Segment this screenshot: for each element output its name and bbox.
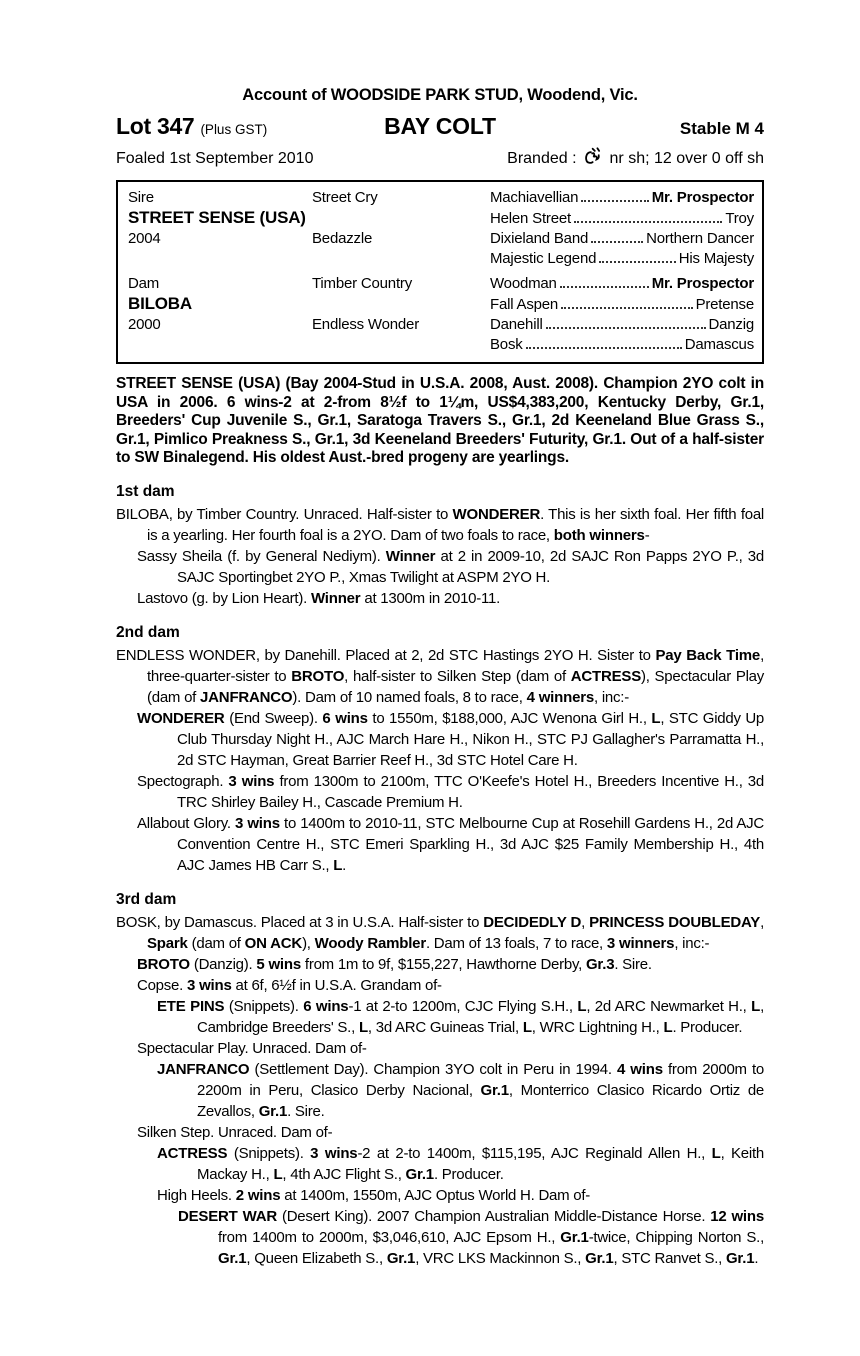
pedigree-relative-cell: 2004 <box>128 230 161 247</box>
pedigree-relative-cell: Sire <box>128 189 154 206</box>
emphasized-text: 3 winners <box>606 934 675 952</box>
plain-text: , inc:- <box>674 934 710 952</box>
page-title: BAY COLT <box>384 113 496 139</box>
plain-text: from 2000m to 2200m in Peru, Clasico Derby Nacional, <box>197 1060 764 1099</box>
emphasized-text: L <box>651 709 661 727</box>
plain-text: to 1400m to 2010-11, STC Melbourne Cup at Rosehill Gardens H., 2d AJC Convention Centre H., STC Emeri Sparkling H., 3d AJC $25 Family Membership H., 4th AJC James HB Carr S., <box>177 814 764 874</box>
emphasized-text: PRINCESS DOUBLEDAY <box>589 913 761 931</box>
pedigree-parent-cell: Street Cry <box>312 189 378 206</box>
emphasized-text: BROTO <box>291 667 345 685</box>
plain-text: High Heels. <box>157 1186 236 1204</box>
plain-text: . Producer. <box>672 1018 743 1036</box>
emphasized-text: 3 wins <box>234 814 280 832</box>
emphasized-text: L <box>577 997 587 1015</box>
plain-text: , inc:- <box>594 688 629 706</box>
grandparent-name: Machiavellian <box>490 189 579 206</box>
emphasized-text: Spark <box>147 934 188 952</box>
account-line: Account of WOODSIDE PARK STUD, Woodend, Vic. <box>242 86 638 104</box>
great-grandparent-name: Troy <box>725 210 754 227</box>
plain-text: (dam of <box>187 934 245 952</box>
plain-text: from 1300m to 2100m, TTC O'Keefe's Hotel H., Breeders Incentive H., 3d TRC Shirley Bailey H., Cascade Premium H. <box>177 772 764 811</box>
emphasized-text: ETE PINS <box>157 997 225 1015</box>
pedigree-entry-paragraph <box>116 504 764 546</box>
pedigree-grandparent-cell <box>490 229 754 249</box>
plain-text: , three-quarter-sister to <box>147 646 764 685</box>
pedigree-parent-cell: Timber Country <box>312 275 413 292</box>
emphasized-text: L <box>522 1018 532 1036</box>
branded-text: nr sh; 12 over 0 off sh <box>609 150 764 167</box>
plain-text: ), <box>302 934 315 952</box>
plain-text: , Cambridge Breeders' S., <box>197 997 765 1036</box>
pedigree-parent-cell: Endless Wonder <box>312 316 419 333</box>
emphasized-text: 3 wins <box>310 1144 358 1162</box>
dotted-leader <box>560 286 649 288</box>
lot-left-group <box>116 113 384 140</box>
emphasized-text: L <box>711 1144 721 1162</box>
sire-summary: STREET SENSE (USA) (Bay 2004-Stud in U.S.A. 2008, Aust. 2008). Champion 2YO colt in USA in 2006. 6 wins-2 at 2-from 8½f to 1¼m, US$4,383,200, Kentucky Derby, Gr.1, Breeders' Cup Juvenile S., Gr.1, Saratoga Travers S., Gr.1, 2d Keeneland Blue Grass S., Gr.1, Pimlico Preakness S., Gr.1, 3d Keeneland Breeders' Futurity, Gr.1. Out of a half-sister to SW Binalegend. His oldest Aust.-bred progeny are yearlings. <box>116 375 764 466</box>
pedigree-grandparent-cell <box>490 274 754 294</box>
plain-text: Allabout Glory. <box>137 814 235 832</box>
pedigree-row <box>128 294 754 315</box>
brand-mark-icon <box>583 147 604 171</box>
pedigree-row <box>128 208 754 229</box>
plain-text: Spectograph. <box>137 772 229 790</box>
emphasized-text: 6 wins <box>322 709 368 727</box>
plain-text: ). Dam of 10 named foals, 8 to race, <box>292 688 527 706</box>
emphasized-text: 12 wins <box>710 1207 764 1225</box>
plain-text: , 4th AJC Flight S., <box>282 1165 406 1183</box>
dotted-leader <box>546 327 706 329</box>
plain-text: , 3d ARC Guineas Trial, <box>367 1018 523 1036</box>
emphasized-text: 3 wins <box>186 976 232 994</box>
pedigree-grandparent-cell <box>490 209 754 229</box>
plain-text: at 1300m in 2010-11. <box>360 589 501 607</box>
great-grandparent-name: Pretense <box>695 296 754 313</box>
emphasized-text: JANFRANCO <box>200 688 293 706</box>
emphasized-text: Pay Back Time <box>655 646 761 664</box>
emphasized-text: Gr.1 <box>405 1165 434 1183</box>
pedigree-entry-paragraph <box>116 1122 764 1143</box>
emphasized-text: L <box>333 856 343 874</box>
section-heading: 2nd dam <box>116 623 180 641</box>
grandparent-name: Helen Street <box>490 210 571 227</box>
plain-text: -twice, Chipping Norton S., <box>588 1228 764 1246</box>
stable-number: Stable M 4 <box>679 119 764 138</box>
plain-text: from 1400m to 2000m, $3,046,610, AJC Epsom H., <box>218 1228 561 1246</box>
emphasized-text: L <box>358 1018 368 1036</box>
emphasized-text: 4 wins <box>616 1060 663 1078</box>
plain-text: (Settlement Day). Champion 3YO colt in Peru in 1994. <box>249 1060 617 1078</box>
great-grandparent-name: His Majesty <box>678 250 754 267</box>
dotted-leader <box>599 261 675 263</box>
emphasized-text: 5 wins <box>256 955 301 973</box>
plain-text: , Keith Mackay H., <box>197 1144 764 1183</box>
emphasized-text: JANFRANCO <box>157 1060 250 1078</box>
pedigree-entry-paragraph <box>116 645 764 708</box>
grandparent-name: Woodman <box>490 275 557 292</box>
dotted-leader <box>591 241 643 243</box>
pedigree-grandparent-cell <box>490 188 754 208</box>
plain-text: Sassy Sheila (f. by General Nediym). <box>137 547 386 565</box>
foal-row <box>116 147 764 171</box>
branded-label: Branded : <box>507 150 577 167</box>
foaled-date: Foaled 1st September 2010 <box>116 150 314 167</box>
plain-text: Lastovo (g. by Lion Heart). <box>137 589 311 607</box>
pedigree-relative-cell: Dam <box>128 275 160 292</box>
pedigree-entry-paragraph <box>116 912 764 954</box>
great-grandparent-name: Mr. Prospector <box>651 189 754 206</box>
emphasized-text: Gr.1 <box>480 1081 509 1099</box>
plain-text: to 1550m, $188,000, AJC Wenona Girl H., <box>367 709 652 727</box>
plain-text: . Sire. <box>614 955 652 973</box>
plain-text: - <box>644 526 650 544</box>
pedigree-entry-paragraph <box>116 1038 764 1059</box>
dotted-leader <box>561 307 693 309</box>
pedigree-table <box>116 180 764 364</box>
great-grandparent-name: Northern Dancer <box>646 230 754 247</box>
pedigree-row <box>128 249 754 269</box>
plain-text: , STC Giddy Up Club Thursday Night H., AJC March Hare H., Nikon H., STC PJ Gallagher's Parramatta H., 2d STC Hayman, Great Barrier Reef H., 3d STC Hotel Care H. <box>177 709 765 769</box>
emphasized-text: BROTO <box>137 955 190 973</box>
pedigree-grandparent-cell <box>490 249 754 269</box>
great-grandparent-name: Danzig <box>708 316 754 333</box>
plain-text: . Producer. <box>433 1165 504 1183</box>
plain-text: , <box>581 913 590 931</box>
pedigree-relative-cell: BILOBA <box>128 294 192 313</box>
plain-text: BILOBA, by Timber Country. Unraced. Half-sister to <box>116 505 453 523</box>
grandparent-name: Majestic Legend <box>490 250 597 267</box>
pedigree-entry-paragraph <box>116 954 764 975</box>
plain-text: (Snippets). <box>227 1144 311 1162</box>
plain-text: ), Spectacular Play (dam of <box>147 667 765 706</box>
grandparent-name: Dixieland Band <box>490 230 589 247</box>
plain-text: (End Sweep). <box>224 709 323 727</box>
emphasized-text: Winner <box>385 547 436 565</box>
emphasized-text: Woody Rambler <box>314 934 426 952</box>
emphasized-text: ACTRESS <box>570 667 641 685</box>
plain-text: at 6f, 6½f in U.S.A. Grandam of- <box>231 976 442 994</box>
emphasized-text: Gr.1 <box>560 1228 589 1246</box>
emphasized-text: 3 wins <box>228 772 275 790</box>
pedigree-entry-paragraph <box>116 1059 764 1122</box>
grandparent-name: Danehill <box>490 316 543 333</box>
dotted-leader <box>526 347 682 349</box>
pedigree-row <box>128 229 754 249</box>
plain-text: , STC Ranvet S., <box>613 1249 726 1267</box>
great-grandparent-name: Damascus <box>684 336 754 353</box>
pedigree-relative-cell: 2000 <box>128 316 161 333</box>
plain-text: . Dam of 13 foals, 7 to race, <box>425 934 607 952</box>
emphasized-text: Gr.3 <box>585 955 615 973</box>
plain-text: . <box>754 1249 759 1267</box>
pedigree-entry-paragraph <box>116 813 764 876</box>
emphasized-text: L <box>663 1018 673 1036</box>
plain-text: , Queen Elizabeth S., <box>246 1249 387 1267</box>
emphasized-text: L <box>751 997 761 1015</box>
emphasized-text: DECIDEDLY D <box>483 913 582 931</box>
plain-text: -1 at 2-to 1200m, CJC Flying S.H., <box>348 997 578 1015</box>
plain-text: , <box>760 913 764 931</box>
emphasized-text: L <box>273 1165 283 1183</box>
pedigree-row <box>128 188 754 208</box>
pedigree-row <box>128 335 754 355</box>
plain-text: at 1400m, 1550m, AJC Optus World H. Dam of- <box>280 1186 591 1204</box>
pedigree-grandparent-cell <box>490 335 754 355</box>
plain-text: , Monterrico Clasico Ricardo Ortiz de Zevallos, <box>197 1081 765 1120</box>
pedigree-row <box>128 315 754 335</box>
pedigree-entry-paragraph <box>116 1143 764 1185</box>
lot-row <box>116 113 764 140</box>
pedigree-entry-paragraph <box>116 975 764 996</box>
pedigree-entry-paragraph <box>116 996 764 1038</box>
plain-text: (Danzig). <box>189 955 257 973</box>
emphasized-text: WONDERER <box>452 505 541 523</box>
emphasized-text: WONDERER <box>137 709 225 727</box>
section-heading: 3rd dam <box>116 890 177 908</box>
plain-text: . Sire. <box>287 1102 325 1120</box>
dam-sections <box>116 483 764 1269</box>
section-heading: 1st dam <box>116 482 175 500</box>
emphasized-text: Gr.1 <box>218 1249 247 1267</box>
pedigree-entry-paragraph <box>116 771 764 813</box>
dotted-leader <box>574 221 722 223</box>
pedigree-entry-paragraph <box>116 708 764 771</box>
plain-text: -2 at 2-to 1400m, $115,195, AJC Reginald Allen H., <box>357 1144 712 1162</box>
pedigree-entry-paragraph <box>116 588 764 609</box>
pedigree-entry-paragraph <box>116 546 764 588</box>
plain-text: at 2 in 2009-10, 2d SAJC Ron Papps 2YO P., 3d SAJC Sportingbet 2YO P., Xmas Twilight at ASPM 2YO H. <box>177 547 764 586</box>
emphasized-text: DESERT WAR <box>178 1207 278 1225</box>
plain-text: ENDLESS WONDER, by Danehill. Placed at 2, 2d STC Hastings 2YO H. Sister to <box>116 646 656 664</box>
pedigree-grandparent-cell <box>490 295 754 315</box>
emphasized-text: 2 wins <box>235 1186 281 1204</box>
plain-text: , 2d ARC Newmarket H., <box>586 997 752 1015</box>
emphasized-text: 6 wins <box>303 997 349 1015</box>
emphasized-text: 4 winners <box>526 688 595 706</box>
emphasized-text: Winner <box>310 589 361 607</box>
lot-number: Lot 347 <box>116 113 195 139</box>
pedigree-relative-cell: STREET SENSE (USA) <box>128 208 306 227</box>
pedigree-row <box>128 274 754 294</box>
plain-text: , half-sister to Silken Step (dam of <box>344 667 571 685</box>
emphasized-text: both winners <box>553 526 645 544</box>
emphasized-text: ACTRESS <box>157 1144 228 1162</box>
emphasized-text: Gr.1 <box>585 1249 614 1267</box>
plain-text: (Snippets). <box>224 997 304 1015</box>
emphasized-text: Gr.1 <box>386 1249 416 1267</box>
plain-text: . This is her sixth foal. Her fifth foal is a yearling. Her fourth foal is a 2YO. Dam of two foals to race, <box>147 505 764 544</box>
pedigree-grandparent-cell <box>490 315 754 335</box>
emphasized-text: Gr.1 <box>258 1102 288 1120</box>
plain-text: Copse. <box>137 976 187 994</box>
pedigree-entry-paragraph <box>116 1206 764 1269</box>
gst-note: (Plus GST) <box>200 122 268 137</box>
great-grandparent-name: Mr. Prospector <box>651 275 754 292</box>
grandparent-name: Fall Aspen <box>490 296 559 313</box>
pedigree-parent-cell: Bedazzle <box>312 230 373 247</box>
plain-text: Spectacular Play. Unraced. Dam of- <box>137 1039 367 1057</box>
emphasized-text: Gr.1 <box>725 1249 755 1267</box>
plain-text: . <box>342 856 347 874</box>
plain-text: , VRC LKS Mackinnon S., <box>415 1249 586 1267</box>
catalogue-page <box>116 0 764 1269</box>
pedigree-entry-paragraph <box>116 1185 764 1206</box>
plain-text: BOSK, by Damascus. Placed at 3 in U.S.A. Half-sister to <box>116 913 484 931</box>
branded-info <box>507 147 764 171</box>
dotted-leader <box>581 200 648 202</box>
plain-text: Silken Step. Unraced. Dam of- <box>137 1123 333 1141</box>
plain-text: (Desert King). 2007 Champion Australian Middle-Distance Horse. <box>277 1207 711 1225</box>
plain-text: from 1m to 9f, $155,227, Hawthorne Derby, <box>301 955 586 973</box>
emphasized-text: ON ACK <box>244 934 303 952</box>
grandparent-name: Bosk <box>490 336 523 353</box>
plain-text: , WRC Lightning H., <box>531 1018 664 1036</box>
